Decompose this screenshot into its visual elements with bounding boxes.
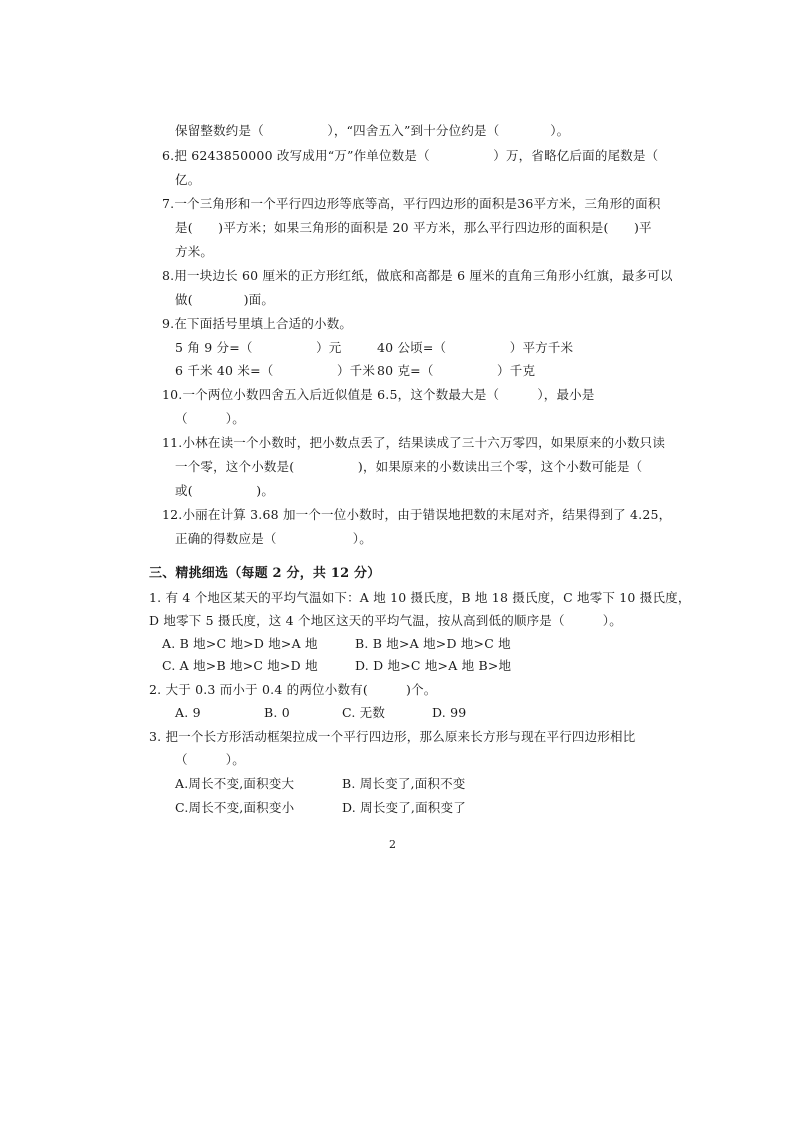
mc-q1-line1: 1. 有 4 个地区某天的平均气温如下：A 地 10 摄氏度，B 地 18 摄氏度，C 地零下 10 摄氏度，	[149, 590, 691, 605]
page-number: 2	[389, 838, 397, 851]
q7-line2: 是( )平方米；如果三角形的面积是 20 平方米，那么平行四边形的面积是( )平	[175, 220, 652, 235]
q9-item-c: 6 千米 40 米=（ ）千米	[175, 363, 376, 378]
q12-line2: 正确的得数应是（ ）。	[175, 531, 372, 546]
mc-q3-line1: 3. 把一个长方形活动框架拉成一个平行四边形，那么原来长方形与现在平行四边形相比	[149, 729, 636, 744]
mc-q1-line2: D 地零下 5 摄氏度，这 4 个地区这天的平均气温，按从高到低的顺序是（ ）。	[149, 613, 622, 628]
q7-line1: 7.一个三角形和一个平行四边形等底等高，平行四边形的面积是36平方米，三角形的面积	[162, 196, 661, 211]
mc-q2-option-a: A. 9	[175, 705, 201, 720]
mc-q2-option-d: D. 99	[432, 705, 467, 720]
mc-q3-option-b: B. 周长变了,面积不变	[342, 776, 466, 791]
q10-line2: （ ）。	[175, 411, 245, 426]
mc-q3-option-d: D. 周长变了,面积变了	[342, 800, 466, 815]
section3-title: 三、精挑细选（每题 2 分，共 12 分）	[149, 566, 381, 581]
q11-line2: 一个零，这个小数是( )，如果原来的小数读出三个零，这个小数可能是（	[175, 459, 643, 474]
q10-line1: 10.一个两位小数四舍五入后近似值是 6.5，这个数最大是（ ），最小是	[162, 387, 595, 402]
q9-item-d: 80 克=（ ）千克	[377, 363, 536, 378]
q9-line1: 9.在下面括号里填上合适的小数。	[162, 316, 353, 331]
q8-line2: 做( )面。	[175, 292, 275, 307]
mc-q1-option-a: A. B 地>C 地>D 地>A 地	[162, 636, 318, 651]
q11-line1: 11.小林在读一个小数时，把小数点丢了，结果读成了三十六万零四，如果原来的小数只读	[162, 435, 666, 450]
q5-continuation: 保留整数约是（ ），“四舍五入”到十分位约是（ ）。	[175, 123, 570, 138]
mc-q3-option-a: A.周长不变,面积变大	[175, 776, 295, 791]
mc-q2-option-c: C. 无数	[342, 705, 386, 720]
q6-line1: 6.把 6243850000 改写成用“万”作单位数是（ ）万，省略亿后面的尾数是（	[162, 148, 659, 163]
q11-line3: 或( )。	[175, 483, 275, 498]
mc-q3-line2: （ ）。	[175, 752, 245, 767]
mc-q1-option-d: D. D 地>C 地>A 地 B>地	[355, 658, 512, 673]
mc-q2-line1: 2. 大于 0.3 而小于 0.4 的两位小数有( )个。	[149, 682, 437, 697]
q6-line2: 亿。	[175, 172, 201, 187]
mc-q1-option-c: C. A 地>B 地>C 地>D 地	[162, 658, 318, 673]
q9-item-a: 5 角 9 分=（ ）元	[175, 340, 342, 355]
mc-q3-option-c: C.周长不变,面积变小	[175, 800, 295, 815]
q9-item-b: 40 公顷=（ ）平方千米	[377, 340, 574, 355]
mc-q2-option-b: B. 0	[264, 705, 290, 720]
q8-line1: 8.用一块边长 60 厘米的正方形红纸，做底和高都是 6 厘米的直角三角形小红旗，最多可以	[162, 268, 673, 283]
mc-q1-option-b: B. B 地>A 地>D 地>C 地	[355, 636, 511, 651]
q12-line1: 12.小丽在计算 3.68 加一个一位小数时，由于错误地把数的末尾对齐，结果得到了 4.25，	[162, 507, 672, 522]
q7-line3: 方米。	[175, 244, 214, 259]
